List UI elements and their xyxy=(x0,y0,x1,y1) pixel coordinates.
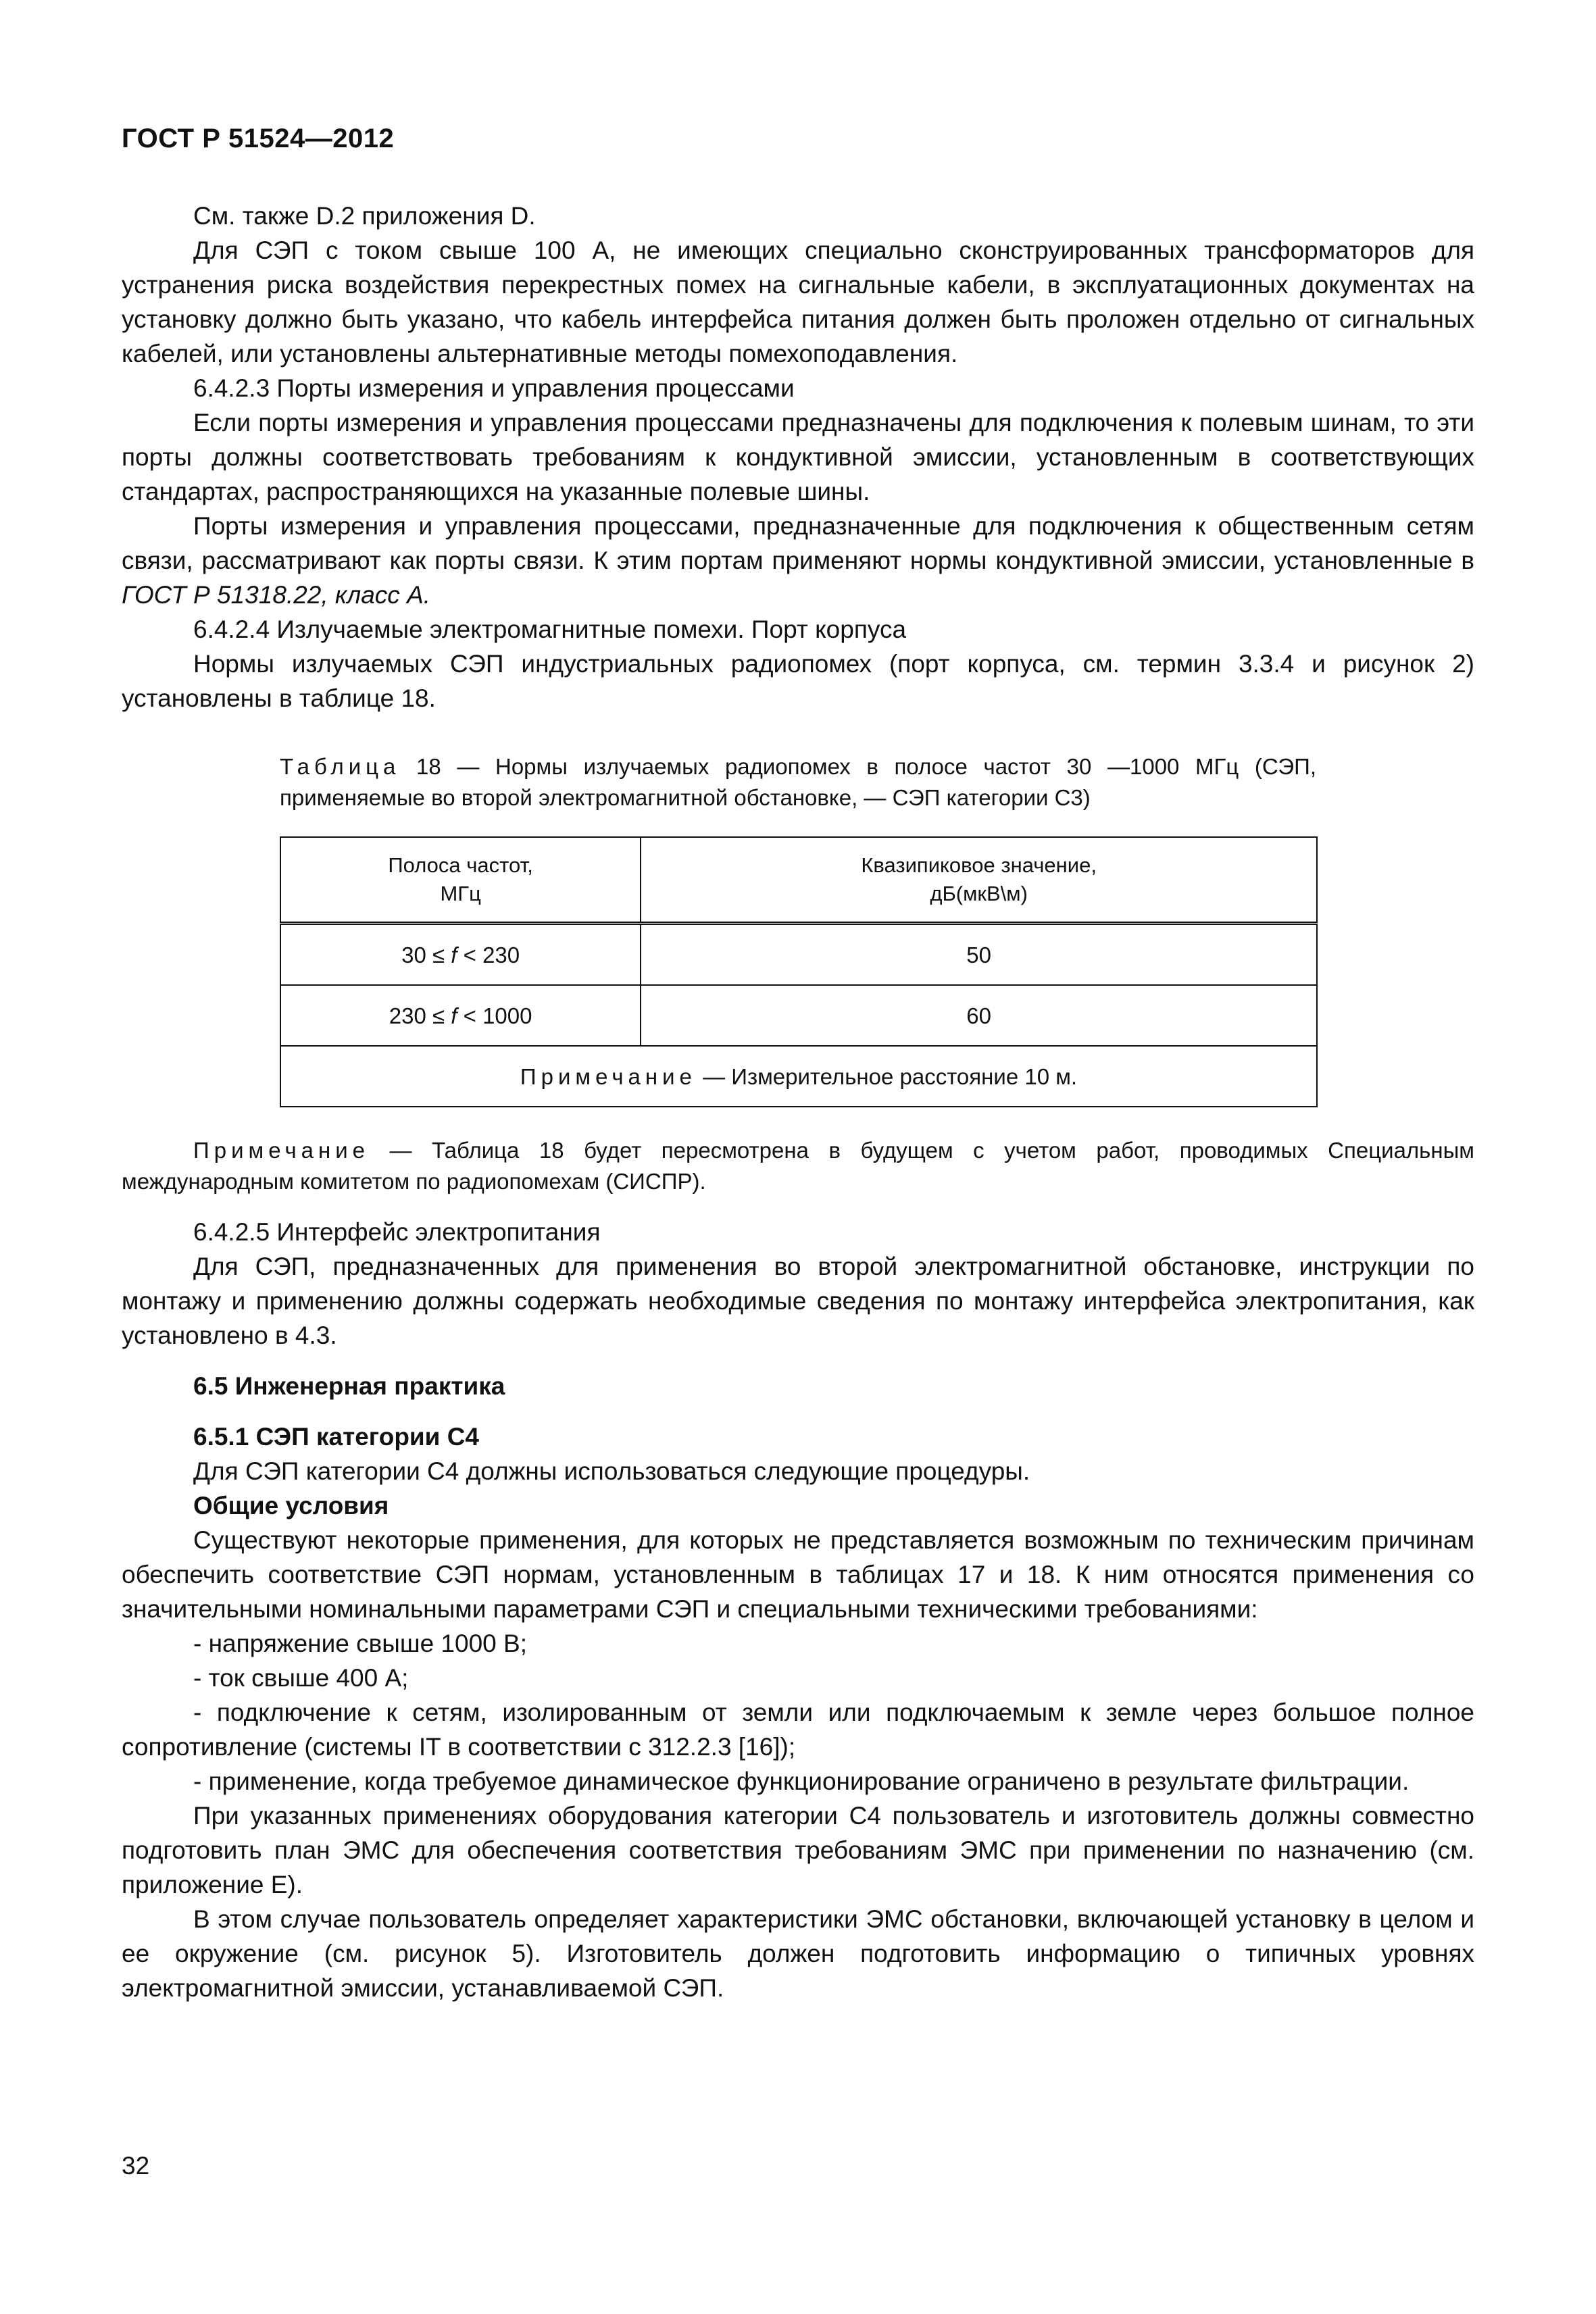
table-row xyxy=(280,985,1317,1046)
subheading-bold: Общие условия xyxy=(193,1492,389,1519)
table-cell-value: 50 xyxy=(641,924,1317,986)
note xyxy=(122,1135,1474,1197)
paragraph xyxy=(122,509,1474,612)
section-heading: 6.4.2.5 Интерфейс электропитания xyxy=(193,1218,601,1246)
paragraph: Для СЭП категории С4 должны использоваться следующие процедуры. xyxy=(193,1457,1030,1485)
column-header-frequency: Полоса частот, МГц xyxy=(280,837,641,924)
paragraph: Для СЭП с током свыше 100 А, не имеющих специально сконструированных трансформаторов для устранения риска воздействия перекрестных помех на сигнальные кабели, в эксплуатационных документах на установку должно быть указано, что кабель интерфейса питания должен быть проложен отдельно от сигнальных кабелей, или установлены альтернативные методы помехоподавления. xyxy=(122,236,1474,368)
emission-limits-table xyxy=(280,836,1318,1107)
list-item: - напряжение свыше 1000 В; xyxy=(193,1630,527,1657)
standard-reference-link: ГОСТ Р 51318.22, класс А. xyxy=(122,581,431,609)
note-text: — Таблица 18 будет пересмотрена в будущем с учетом работ, проводимых Специальным международным комитетом по радиопомехам (СИСПР). xyxy=(122,1138,1474,1194)
table-cell-value: 60 xyxy=(641,985,1317,1046)
table-caption xyxy=(280,751,1316,813)
page-number: 32 xyxy=(122,2152,150,2180)
table-note: Примечание — Измерительное расстояние 10 м. xyxy=(280,1046,1317,1107)
document-header: ГОСТ Р 51524—2012 xyxy=(122,124,395,153)
column-header-quasi-peak: Квазипиковое значение, дБ(мкВ\м) xyxy=(641,837,1317,924)
table-row xyxy=(280,924,1317,986)
note-label: Примечание xyxy=(193,1138,370,1163)
paragraph: В этом случае пользователь определяет характеристики ЭМС обстановки, включающей установку в целом и ее окружение (см. рисунок 5). Изготовитель должен подготовить информацию о типичных уровнях электромагнитной эмиссии, устанавливаемой СЭП. xyxy=(122,1905,1474,2002)
list-item: - применение, когда требуемое динамическое функционирование ограничено в результате фильтрации. xyxy=(193,1767,1410,1795)
list-item: - подключение к сетям, изолированным от земли или подключаемым к земле через большое полное сопротивление (системы IT в соответствии с 312.2.3 [16]); xyxy=(122,1699,1474,1761)
table-cell-frequency: 30 ≤ f < 230 xyxy=(280,924,641,986)
section-heading: 6.4.2.4 Излучаемые электромагнитные помехи. Порт корпуса xyxy=(193,615,907,643)
table-header-row xyxy=(280,837,1317,924)
list-item: - ток свыше 400 А; xyxy=(193,1664,409,1692)
paragraph: Если порты измерения и управления процессами предназначены для подключения к полевым шинам, то эти порты должны соответствовать требованиям к кондуктивной эмиссии, установленным в соответствующих стандартах, распространяющихся на указанные полевые шины. xyxy=(122,409,1474,505)
table-cell-frequency: 230 ≤ f < 1000 xyxy=(280,985,641,1046)
paragraph: При указанных применениях оборудования категории С4 пользователь и изготовитель должны совместно подготовить план ЭМС для обеспечения соответствия требованиям ЭМС при применении по назначению (см. приложение Е). xyxy=(122,1802,1474,1898)
table-caption-label: Таблица xyxy=(280,754,401,779)
table-note-row xyxy=(280,1046,1317,1107)
paragraph: Существуют некоторые применения, для которых не представляется возможным по техническим причинам обеспечить соответствие СЭП нормам, установленным в таблицах 17 и 18. К ним относятся применения со значительными номинальными параметрами СЭП и специальными техническими требованиями: xyxy=(122,1526,1474,1623)
section-heading: 6.4.2.3 Порты измерения и управления процессами xyxy=(193,374,795,402)
paragraph: Нормы излучаемых СЭП индустриальных радиопомех (порт корпуса, см. термин 3.3.4 и рисунок 2) установлены в таблице 18. xyxy=(122,650,1474,712)
section-heading-bold: 6.5.1 СЭП категории С4 xyxy=(193,1423,479,1451)
text-block-2 xyxy=(122,1215,1474,2005)
paragraph: См. также D.2 приложения D. xyxy=(193,202,536,230)
paragraph-text: Порты измерения и управления процессами, предназначенные для подключения к общественным сетям связи, рассматривают как порты связи. К этим портам применяют нормы кондуктивной эмиссии, установленные в xyxy=(122,512,1474,574)
paragraph: Для СЭП, предназначенных для применения во второй электромагнитной обстановке, инструкции по монтажу и применению должны содержать необходимые сведения по монтажу интерфейса электропитания, как установлено в 4.3. xyxy=(122,1253,1474,1349)
text-block-1 xyxy=(122,199,1474,715)
table-caption-text: 18 — Нормы излучаемых радиопомех в полосе частот 30 —1000 МГц (СЭП, применяемые во второй электромагнитной обстановке, — СЭП категории С3) xyxy=(280,754,1316,810)
section-heading-bold: 6.5 Инженерная практика xyxy=(193,1372,505,1400)
